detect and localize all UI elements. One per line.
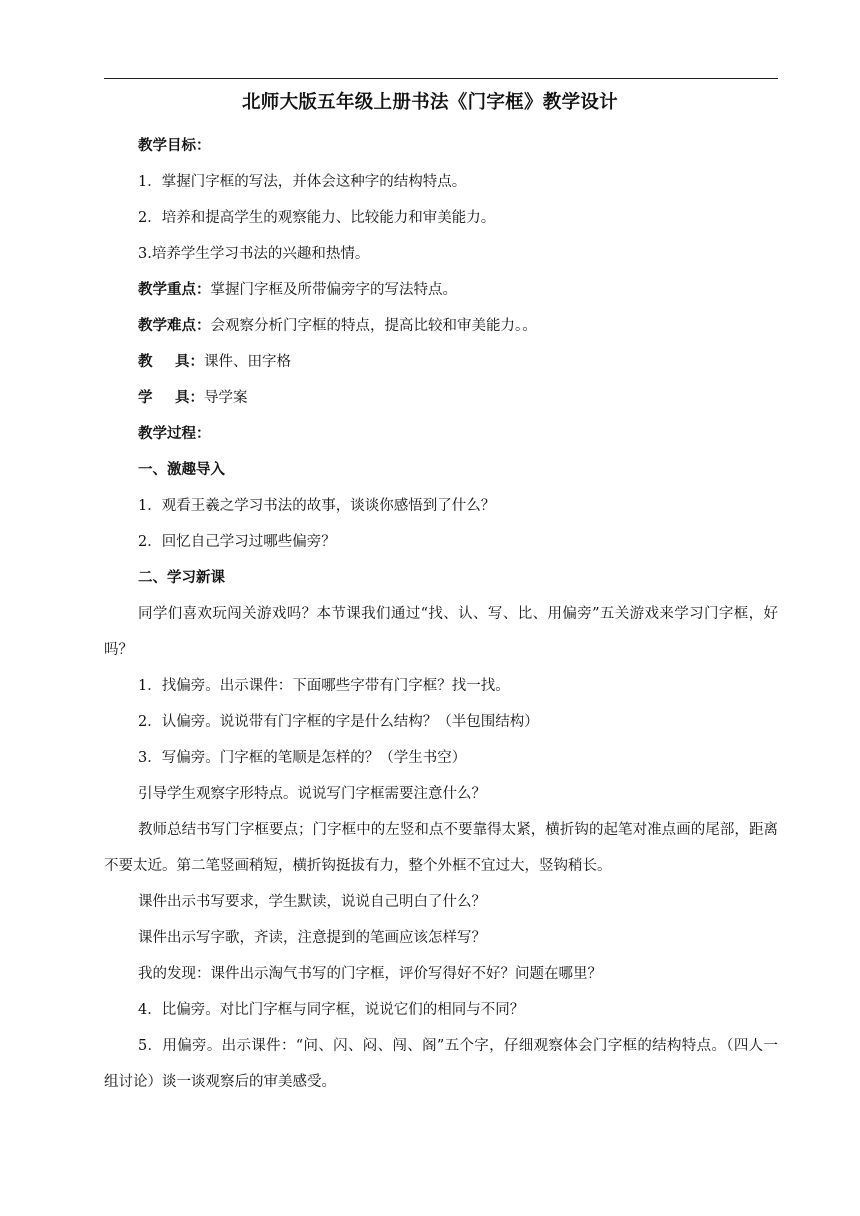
key-point-label: 教学重点：: [138, 282, 211, 298]
section2-step4: 4．比偏旁。对比门字框与同字框，说说它们的相同与不同？: [138, 1002, 525, 1018]
section2-song: 课件出示写字歌，齐读，注意提到的笔画应该怎样写？: [138, 930, 486, 946]
teacher-tools-text: 课件、田字格: [204, 354, 291, 370]
header-rule: [104, 78, 778, 79]
key-point-text: 掌握门字框及所带偏旁字的写法特点。: [210, 282, 457, 298]
section1-heading: 一、激趣导入: [138, 462, 225, 478]
process-heading: 教学过程：: [138, 426, 211, 442]
section2-step3: 3．写偏旁。门字框的笔顺是怎样的？（学生书空）: [138, 750, 467, 766]
section2-summary: 教师总结书写门字框要点；门字框中的左竖和点不要靠得太紧，横折钩的起笔对准点画的尾部，距离不要太近。第二笔竖画稍短，横折钩挺拔有力，整个外框不宜过大，竖钩稍长。: [104, 822, 778, 874]
section2-step2: 2．认偏旁。说说带有门字框的字是什么结构？（半包围结构）: [138, 714, 539, 730]
goal-item: 2．培养和提高学生的观察能力、比较能力和审美能力。: [138, 210, 496, 226]
section2-intro: 同学们喜欢玩闯关游戏吗？本节课我们通过“找、认、写、比、用偏旁”五关游戏来学习门字框，好吗？: [104, 606, 778, 658]
goal-item: 3.培养学生学习书法的兴趣和热情。: [138, 246, 370, 262]
student-tools-text: 导学案: [204, 390, 248, 406]
student-tools-label: 学 具：: [138, 390, 204, 406]
key-point-row: [104, 272, 778, 308]
document-body: [104, 128, 778, 1100]
student-tools-row: [104, 380, 778, 416]
teacher-tools-row: [104, 344, 778, 380]
goal-item: 1．掌握门字框的写法，并体会这种字的结构特点。: [138, 174, 467, 190]
difficulty-label: 教学难点：: [138, 318, 211, 334]
section2-heading: 二、学习新课: [138, 570, 225, 586]
section1-item: 1．观看王羲之学习书法的故事，谈谈你感悟到了什么？: [138, 498, 496, 514]
section2-step5: 5．用偏旁。出示课件：“问、闪、闷、闯、阁”五个字，仔细观察体会门字框的结构特点。（四人一组讨论）谈一谈观察后的审美感受。: [104, 1038, 778, 1090]
section2-requirement: 课件出示书写要求，学生默读，说说自己明白了什么？: [138, 894, 486, 910]
difficulty-row: [104, 308, 778, 344]
section2-step1: 1．找偏旁。出示课件：下面哪些字带有门字框？找一找。: [138, 678, 510, 694]
section2-finding: 我的发现：课件出示淘气书写的门字框，评价写得好不好？问题在哪里？: [138, 966, 602, 982]
teacher-tools-label: 教 具：: [138, 354, 204, 370]
difficulty-text: 会观察分析门字框的特点，提高比较和审美能力。。: [210, 318, 537, 334]
goals-heading: 教学目标：: [138, 138, 211, 154]
page-title: 北师大版五年级上册书法《门字框》教学设计: [241, 92, 618, 113]
section2-guide: 引导学生观察字形特点。说说写门字框需要注意什么？: [138, 786, 486, 802]
section1-item: 2．回忆自己学习过哪些偏旁？: [138, 534, 336, 550]
